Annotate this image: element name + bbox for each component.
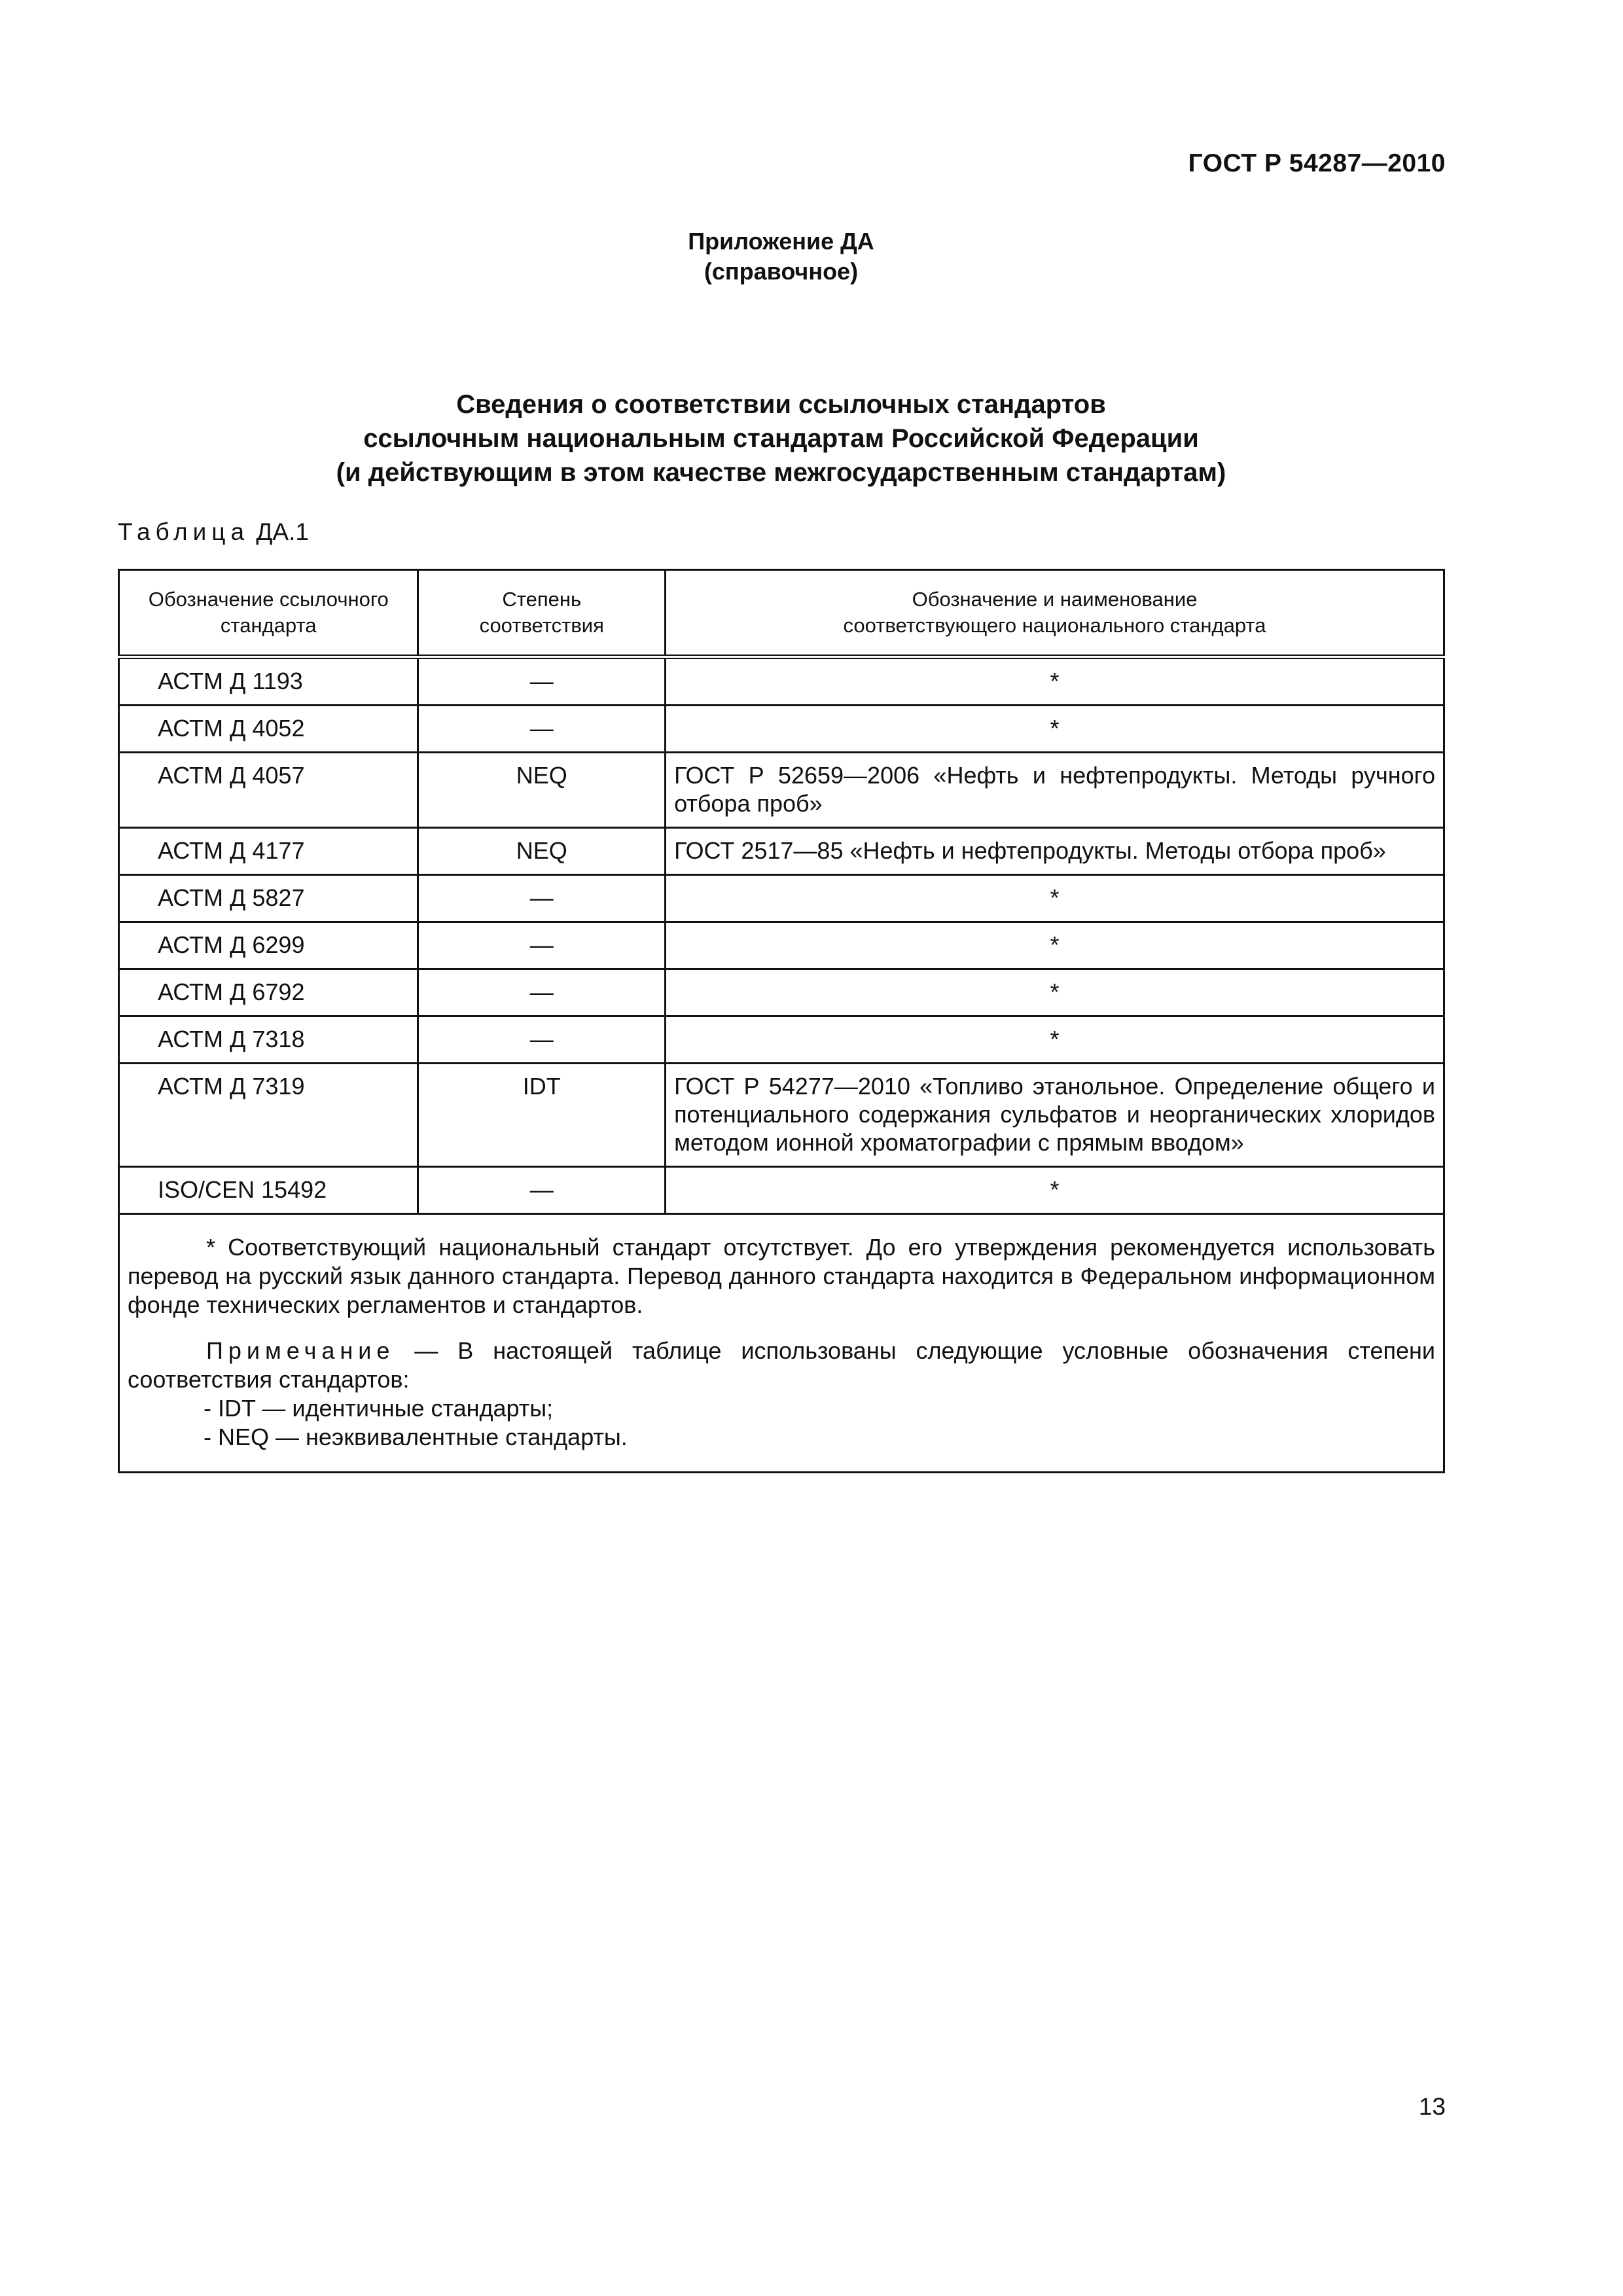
cell-national: * — [666, 706, 1444, 753]
column-header-reference — [119, 570, 418, 657]
cell-reference: АСТМ Д 4052 — [119, 706, 418, 753]
cell-national: * — [666, 1016, 1444, 1064]
cell-reference: АСТМ Д 4177 — [119, 828, 418, 875]
table-row — [119, 1016, 1444, 1064]
cell-reference: АСТМ Д 4057 — [119, 753, 418, 828]
cell-degree: — — [418, 657, 666, 706]
cell-degree: NEQ — [418, 753, 666, 828]
table-notes — [119, 1214, 1444, 1473]
column-header-national — [666, 570, 1444, 657]
table-row — [119, 875, 1444, 922]
cell-reference: АСТМ Д 7318 — [119, 1016, 418, 1064]
appendix-subtitle: (справочное) — [704, 258, 859, 285]
cell-degree: — — [418, 922, 666, 969]
table-row — [119, 969, 1444, 1016]
document-number: ГОСТ Р 54287—2010 — [1188, 149, 1446, 177]
cell-national: * — [666, 922, 1444, 969]
cell-reference: АСТМ Д 6299 — [119, 922, 418, 969]
cell-national: ГОСТ 2517—85 «Нефть и нефтепродукты. Методы отбора проб» — [666, 828, 1444, 875]
cell-reference: АСТМ Д 6792 — [119, 969, 418, 1016]
table-row — [119, 922, 1444, 969]
page-title-line-3: (и действующим в этом качестве межгосударственным стандартам) — [336, 458, 1226, 487]
column-header-degree-line-2: соответствия — [479, 614, 604, 637]
note-label: Примечание — [206, 1337, 395, 1364]
cell-national: * — [666, 1167, 1444, 1214]
cell-reference: ISO/CEN 15492 — [119, 1167, 418, 1214]
table-notes-row — [119, 1214, 1444, 1473]
table-row — [119, 753, 1444, 828]
page-number: 13 — [1418, 2093, 1446, 2120]
page-title — [0, 387, 1562, 490]
table-label — [118, 518, 309, 546]
standards-table — [118, 569, 1445, 1473]
cell-degree: — — [418, 1167, 666, 1214]
table-note — [128, 1336, 1435, 1394]
table-row — [119, 1167, 1444, 1214]
cell-degree: NEQ — [418, 828, 666, 875]
cell-national: * — [666, 657, 1444, 706]
cell-national: ГОСТ Р 52659—2006 «Нефть и нефтепродукты. Методы ручного отбора проб» — [666, 753, 1444, 828]
cell-reference: АСТМ Д 1193 — [119, 657, 418, 706]
note-item-idt: - IDT — идентичные стандарты; — [204, 1395, 554, 1422]
column-header-reference-line-2: стандарта — [220, 614, 317, 637]
table-row — [119, 828, 1444, 875]
table-footnote: * Соответствующий национальный стандарт отсутствует. До его утверждения рекомендуется использовать перевод на русский язык данного стандарта. Перевод данного стандарта находится в Федеральном информационном фонде технических регламентов и стандартов. — [128, 1234, 1435, 1318]
cell-degree: — — [418, 706, 666, 753]
appendix-heading — [0, 226, 1562, 287]
column-header-reference-line-1: Обозначение ссылочного — [148, 588, 389, 611]
cell-degree: IDT — [418, 1064, 666, 1167]
note-item-neq: - NEQ — неэквивалентные стандарты. — [204, 1424, 628, 1450]
cell-degree: — — [418, 875, 666, 922]
column-header-degree — [418, 570, 666, 657]
table-row — [119, 657, 1444, 706]
cell-reference: АСТМ Д 5827 — [119, 875, 418, 922]
page-title-line-1: Сведения о соответствии ссылочных стандартов — [456, 390, 1106, 419]
table-header-row — [119, 570, 1444, 657]
appendix-title: Приложение ДА — [688, 228, 874, 255]
cell-national: * — [666, 969, 1444, 1016]
column-header-national-line-2: соответствующего национального стандарта — [843, 614, 1266, 637]
cell-national: ГОСТ Р 54277—2010 «Топливо этанольное. Определение общего и потенциального содержания сульфатов и неорганических хлоридов методом ионной хроматографии с прямым вводом» — [666, 1064, 1444, 1167]
column-header-national-line-1: Обозначение и наименование — [912, 588, 1198, 611]
note-text: — В настоящей таблице использованы следующие условные обозначения степени соответствия стандартов: — [128, 1337, 1435, 1393]
cell-degree: — — [418, 1016, 666, 1064]
table-row — [119, 706, 1444, 753]
cell-degree: — — [418, 969, 666, 1016]
table-label-word: Таблица — [118, 518, 250, 545]
cell-national: * — [666, 875, 1444, 922]
table-label-number: ДА.1 — [249, 518, 309, 545]
page-title-line-2: ссылочным национальным стандартам Российской Федерации — [363, 424, 1199, 453]
cell-reference: АСТМ Д 7319 — [119, 1064, 418, 1167]
table-row — [119, 1064, 1444, 1167]
column-header-degree-line-1: Степень — [502, 588, 582, 611]
